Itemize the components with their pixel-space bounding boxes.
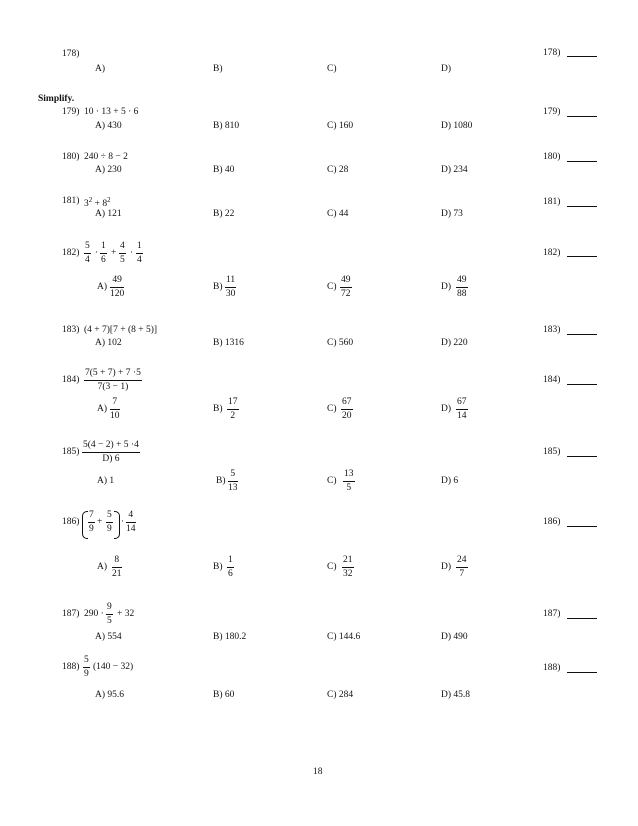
exponent: 2	[88, 196, 93, 204]
choice-c-label: C)	[327, 562, 337, 572]
answer-label: 187)	[543, 609, 561, 619]
choice-d: D) 73	[441, 209, 463, 219]
numerator: 17	[227, 398, 239, 410]
answer-label: 182)	[543, 248, 561, 258]
choice-a: A) 554	[95, 632, 122, 642]
denominator: 5	[120, 254, 125, 265]
choice-d-label: D)	[441, 562, 452, 572]
answer-blank[interactable]	[567, 618, 597, 619]
choice-d-fraction	[456, 556, 468, 579]
answer-blank[interactable]	[567, 206, 597, 207]
operator: +	[97, 517, 103, 527]
numerator: 1	[136, 242, 143, 254]
base: 3	[84, 199, 89, 209]
fraction	[106, 511, 113, 534]
question-expression: (4 + 7)[7 + (8 + 5)]	[84, 325, 158, 335]
answer-label: 183)	[543, 325, 561, 335]
numerator: 67	[341, 398, 353, 410]
choice-b: B) 1316	[213, 338, 244, 348]
choice-d-label: D)	[441, 404, 452, 414]
answer-blank[interactable]	[567, 116, 597, 117]
numerator: 49	[110, 276, 124, 288]
choice-a: A) 1	[97, 476, 115, 486]
answer-blank[interactable]	[567, 334, 597, 335]
denominator: 6	[228, 568, 233, 579]
choice-c: C) 160	[327, 121, 354, 131]
denominator: 120	[110, 288, 125, 299]
question-number: 180)	[62, 152, 80, 162]
choice-b-label: B)	[213, 562, 223, 572]
denominator: 14	[457, 410, 467, 421]
choice-a-fraction	[110, 276, 124, 299]
section-heading: Simplify.	[38, 94, 75, 104]
denominator: 2	[230, 410, 236, 421]
numerator: 7	[110, 398, 120, 410]
question-expression: 10 · 13 + 5 · 6	[84, 107, 139, 117]
answer-blank[interactable]	[567, 56, 597, 57]
answer-label: 180)	[543, 152, 561, 162]
denominator: D) 6	[102, 453, 120, 464]
fraction	[84, 242, 91, 265]
choice-c-fraction	[342, 556, 354, 579]
denominator: 4	[85, 254, 90, 265]
answer-blank[interactable]	[567, 256, 597, 257]
question-number: 179)	[62, 107, 80, 117]
choice-d: D) 490	[441, 632, 468, 642]
choice-c-label: C)	[327, 476, 337, 486]
denominator: 9	[107, 523, 112, 534]
denominator: 7	[459, 568, 465, 579]
denominator: 88	[457, 288, 467, 299]
answer-blank[interactable]	[567, 456, 597, 457]
choice-c-fraction	[343, 470, 355, 493]
denominator: 13	[228, 482, 238, 493]
question-fraction	[84, 369, 142, 392]
plus-term: + 8	[94, 199, 108, 209]
choice-d: D) 220	[441, 338, 468, 348]
choice-d-fraction	[456, 276, 468, 299]
choice-c: C) 28	[327, 165, 349, 175]
operator: ·	[130, 248, 134, 258]
choice-d: D) 1080	[441, 121, 473, 131]
answer-blank[interactable]	[567, 672, 597, 673]
denominator: 5	[107, 615, 112, 626]
denominator: 72	[341, 288, 351, 299]
choice-d: D)	[441, 64, 452, 74]
question-number: 182)	[62, 248, 80, 258]
choice-b-fraction	[228, 470, 238, 493]
expression-suffix: + 32	[117, 609, 135, 619]
choice-c-fraction	[340, 276, 352, 299]
question-number: 178)	[62, 49, 80, 59]
choice-b-fraction	[225, 276, 236, 299]
choice-a: A) 121	[95, 209, 122, 219]
numerator: 49	[340, 276, 352, 288]
choice-b-fraction	[227, 556, 234, 579]
numerator: 1	[227, 556, 234, 568]
choice-b-label: B)	[213, 282, 223, 292]
choice-a-fraction	[112, 556, 122, 579]
answer-label: 181)	[543, 197, 561, 207]
question-expression: 240 ÷ 8 − 2	[84, 152, 128, 162]
answer-blank[interactable]	[567, 526, 597, 527]
numerator: 4	[126, 511, 136, 523]
choice-b-label: B)	[213, 404, 223, 414]
answer-label: 184)	[543, 375, 561, 385]
numerator: 13	[343, 470, 355, 482]
choice-c: C) 44	[327, 209, 349, 219]
denominator: 14	[126, 523, 136, 534]
choice-d: D) 6	[441, 476, 459, 486]
choice-a: A) 430	[95, 121, 122, 131]
right-paren	[114, 511, 120, 539]
numerator: 5	[228, 470, 238, 482]
denominator: 9	[89, 523, 94, 534]
question-number: 184)	[62, 375, 80, 385]
answer-label: 186)	[543, 517, 561, 527]
choice-c-fraction	[341, 398, 353, 421]
answer-label: 188)	[543, 663, 561, 673]
numerator: 5	[84, 242, 91, 254]
numerator: 9	[106, 603, 113, 615]
question-number: 181)	[62, 196, 80, 206]
choice-c: C)	[327, 64, 337, 74]
choice-c: C) 560	[327, 338, 354, 348]
choice-b-fraction	[227, 398, 239, 421]
denominator: 21	[112, 568, 122, 579]
numerator: 7	[88, 511, 95, 523]
answer-label: 185)	[543, 447, 561, 457]
denominator: 32	[343, 568, 353, 579]
denominator: 20	[342, 410, 352, 421]
numerator: 5(4 − 2) + 5 ·4	[82, 441, 140, 453]
numerator: 1	[100, 242, 107, 254]
choice-c: C) 284	[327, 690, 354, 700]
choice-c: C) 144.6	[327, 632, 361, 642]
fraction	[100, 242, 107, 265]
choice-a-label: A)	[97, 404, 108, 414]
numerator: 67	[456, 398, 468, 410]
answer-blank[interactable]	[567, 384, 597, 385]
fraction	[119, 242, 126, 265]
question-expression	[84, 197, 111, 210]
question-number: 185)	[62, 447, 80, 457]
numerator: 4	[119, 242, 126, 254]
answer-label: 178)	[543, 48, 561, 58]
choice-c-label: C)	[327, 404, 337, 414]
question-number: 188)	[62, 662, 80, 672]
numerator: 8	[112, 556, 122, 568]
choice-a-label: A)	[97, 282, 108, 292]
choice-a: A) 95.6	[95, 690, 125, 700]
choice-c-label: C)	[327, 282, 337, 292]
operator: +	[111, 248, 117, 258]
choice-b-label: B)	[216, 476, 226, 486]
choice-b: B) 810	[213, 121, 240, 131]
choice-a-label: A)	[97, 562, 108, 572]
fraction	[126, 511, 136, 534]
choice-d-fraction	[456, 398, 468, 421]
choice-b: B) 40	[213, 165, 235, 175]
denominator: 6	[101, 254, 106, 265]
choice-b: B) 180.2	[213, 632, 247, 642]
numerator: 49	[456, 276, 468, 288]
expression-prefix: 290 ·	[84, 609, 104, 619]
choice-d: D) 234	[441, 165, 468, 175]
denominator: 5	[346, 482, 352, 493]
fraction	[106, 603, 113, 626]
question-number: 187)	[62, 609, 80, 619]
question-fraction	[82, 441, 140, 464]
choice-a: A) 230	[95, 165, 122, 175]
fraction	[136, 242, 143, 265]
choice-d-label: D)	[441, 282, 452, 292]
fraction	[83, 656, 90, 679]
choice-d: D) 45.8	[441, 690, 471, 700]
operator: ·	[121, 517, 125, 527]
denominator: 30	[225, 288, 236, 299]
exponent: 2	[107, 196, 111, 204]
answer-blank[interactable]	[567, 161, 597, 162]
choice-a: A)	[95, 64, 106, 74]
denominator: 10	[110, 410, 120, 421]
choice-b: B) 60	[213, 690, 235, 700]
operator: ·	[95, 248, 99, 258]
answer-label: 179)	[543, 107, 561, 117]
numerator: 11	[225, 276, 236, 288]
choice-a: A) 102	[95, 338, 122, 348]
numerator: 5	[83, 656, 90, 668]
denominator: 4	[137, 254, 142, 265]
choice-a-fraction	[110, 398, 120, 421]
denominator: 7(3 − 1)	[97, 381, 129, 392]
choice-b: B)	[213, 64, 223, 74]
question-number: 183)	[62, 325, 80, 335]
denominator: 9	[84, 668, 89, 679]
page-number: 18	[313, 767, 323, 777]
fraction	[88, 511, 95, 534]
choice-b: B) 22	[213, 209, 235, 219]
numerator: 21	[342, 556, 354, 568]
numerator: 7(5 + 7) + 7 ·5	[84, 369, 142, 381]
numerator: 5	[106, 511, 113, 523]
question-number: 186)	[62, 517, 80, 527]
expression-suffix: (140 − 32)	[93, 662, 134, 672]
numerator: 24	[456, 556, 468, 568]
